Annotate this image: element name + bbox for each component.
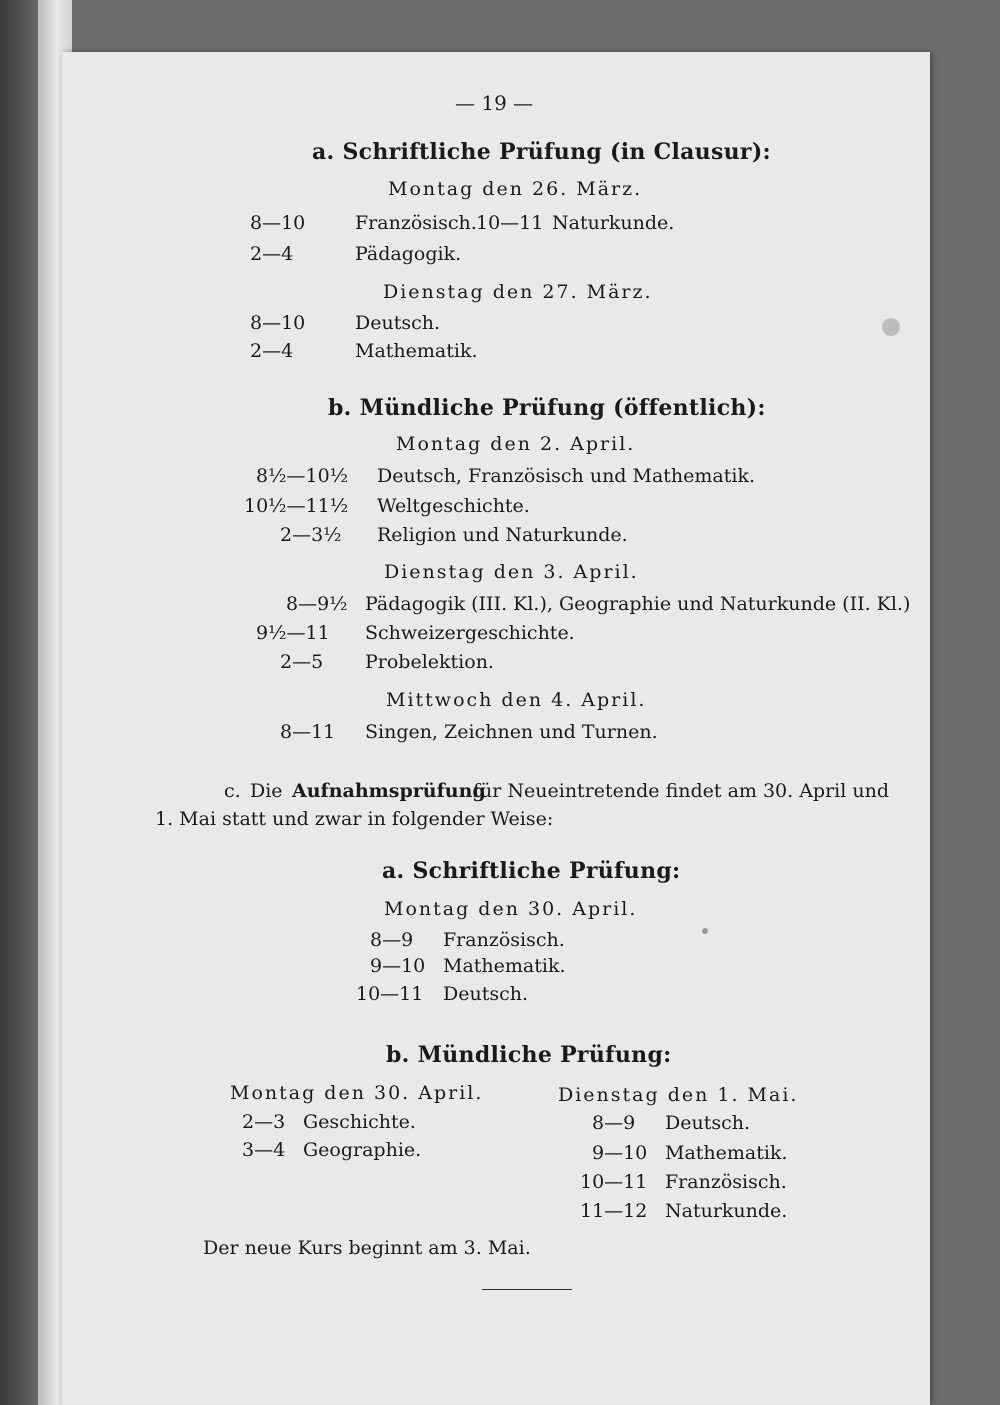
time-slot: 11—12 — [580, 1200, 648, 1222]
paragraph-emphasis: Aufnahmsprüfung — [292, 780, 486, 802]
time-slot: 8—9 — [370, 929, 414, 951]
time-slot: 8—9½ — [286, 593, 348, 615]
subject: Deutsch. — [443, 983, 529, 1005]
paragraph-text: Die — [250, 780, 283, 802]
paragraph-text: 1. Mai statt und zwar in folgender Weise: — [155, 808, 554, 830]
subject: Geschichte. — [303, 1111, 416, 1133]
day-heading: Montag den 30. April. — [384, 898, 638, 920]
section-b-heading: b. Mündliche Prüfung (öffentlich): — [328, 395, 766, 421]
day-heading: Montag den 2. April. — [396, 433, 636, 455]
subject: Deutsch. — [665, 1112, 751, 1134]
time-slot: 8½—10½ — [256, 465, 349, 487]
time-slot: 8—11 — [280, 721, 336, 743]
day-heading: Montag den 30. April. — [230, 1082, 484, 1104]
time-slot: 3—4 — [242, 1139, 286, 1161]
time-slot: 9—10 — [370, 955, 426, 977]
subject: Pädagogik (III. Kl.), Geographie und Naturkunde (II. Kl.) — [365, 593, 911, 615]
subsection-b-heading: b. Mündliche Prüfung: — [386, 1042, 672, 1068]
subject: Naturkunde. — [665, 1200, 788, 1222]
subject: Pädagogik. — [355, 243, 462, 265]
time-slot: 9½—11 — [256, 622, 330, 644]
day-heading: Dienstag den 3. April. — [384, 561, 639, 583]
time-slot: 8—10 — [250, 212, 306, 234]
subject: Französisch. — [355, 212, 477, 234]
footer-note: Der neue Kurs beginnt am 3. Mai. — [203, 1237, 531, 1259]
subject: Weltgeschichte. — [377, 495, 530, 517]
section-a-heading: a. Schriftliche Prüfung (in Clausur): — [312, 139, 771, 165]
time-slot: 2—3½ — [280, 524, 342, 546]
scan-blemish — [702, 928, 708, 934]
paragraph-text: für Neueintretende findet am 30. April und — [473, 780, 890, 802]
subject: Geographie. — [303, 1139, 422, 1161]
closing-rule — [482, 1289, 572, 1290]
subsection-a-heading: a. Schriftliche Prüfung: — [382, 858, 681, 884]
subject: Mathematik. — [665, 1142, 788, 1164]
day-heading: Mittwoch den 4. April. — [386, 689, 647, 711]
subject: Mathematik. — [355, 340, 478, 362]
time-slot: 9—10 — [592, 1142, 648, 1164]
time-slot: 8—9 — [592, 1112, 636, 1134]
time-slot: 10½—11½ — [244, 495, 349, 517]
subject: Naturkunde. — [552, 212, 675, 234]
subject: Schweizergeschichte. — [365, 622, 575, 644]
day-heading: Dienstag den 1. Mai. — [558, 1084, 799, 1106]
subject: Singen, Zeichnen und Turnen. — [365, 721, 658, 743]
day-heading: Montag den 26. März. — [388, 178, 643, 200]
subject: Deutsch. — [355, 312, 441, 334]
subject: Französisch. — [443, 929, 565, 951]
subject: Deutsch, Französisch und Mathematik. — [377, 465, 756, 487]
time-slot: 2—4 — [250, 243, 294, 265]
subject: Mathematik. — [443, 955, 566, 977]
subject: Probelektion. — [365, 651, 494, 673]
time-slot: 2—4 — [250, 340, 294, 362]
day-heading: Dienstag den 27. März. — [383, 281, 653, 303]
paragraph-label: c. — [224, 780, 241, 802]
page-number: — 19 — — [455, 91, 534, 115]
time-slot: 10—11 — [580, 1171, 648, 1193]
time-slot: 2—3 — [242, 1111, 286, 1133]
subject: Französisch. — [665, 1171, 787, 1193]
time-slot: 10—11 — [476, 212, 544, 234]
time-slot: 8—10 — [250, 312, 306, 334]
subject: Religion und Naturkunde. — [377, 524, 628, 546]
time-slot: 10—11 — [356, 983, 424, 1005]
scan-blemish — [882, 318, 900, 336]
time-slot: 2—5 — [280, 651, 324, 673]
